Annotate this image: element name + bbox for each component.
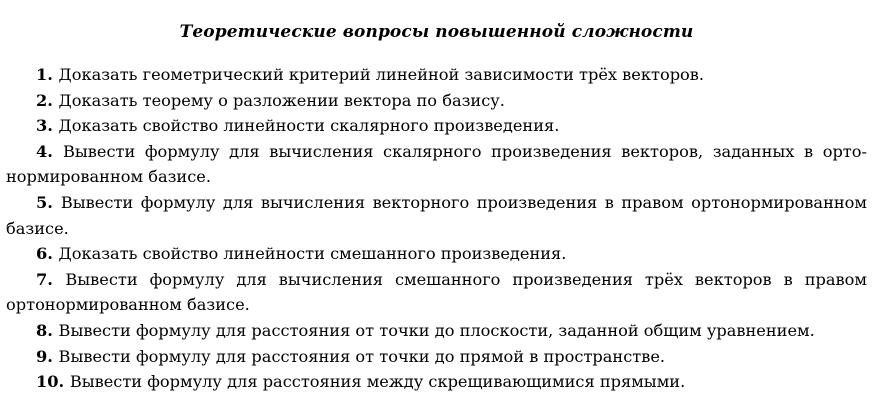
list-item [6, 267, 867, 318]
question-text: Вывести формулу для расстояния от точки до плоскости, заданной общим уравнением. [58, 320, 815, 340]
question-number: 5. [36, 192, 53, 212]
question-number: 9. [36, 346, 53, 366]
list-item [6, 241, 867, 267]
list-item [6, 344, 867, 370]
question-text: Доказать свойство линейности смешанного произведения. [58, 244, 567, 264]
question-text: Вывести формулу для вычисления смешанного произведения трёх векторов в правом ортонормированном базисе. [6, 269, 867, 315]
page-title: Теоретические вопросы повышенной сложности [179, 22, 694, 42]
list-item [6, 62, 867, 88]
list-item [6, 318, 867, 344]
list-item [6, 190, 867, 241]
question-number: 1. [36, 65, 53, 84]
question-number: 6. [36, 244, 53, 264]
question-number: 2. [36, 90, 53, 110]
question-text: Вывести формулу для расстояния от точки до прямой в пространстве. [58, 346, 666, 366]
question-number: 8. [36, 320, 53, 340]
list-item [6, 88, 867, 114]
question-text: Вывести формулу для вычисления векторного произведения в правом ортонормированном базисе. [6, 192, 867, 238]
question-number: 4. [36, 141, 53, 161]
list-item [6, 113, 867, 139]
list-item [6, 369, 867, 395]
question-number: 3. [36, 116, 53, 136]
question-text: Доказать геометрический критерий линейной зависимости трёх векторов. [58, 65, 705, 84]
question-text: Вывести формулу для расстояния между скрещивающимися прямыми. [69, 372, 686, 392]
question-list [6, 62, 867, 395]
question-text: Доказать теорему о разложении вектора по базису. [58, 90, 505, 110]
question-text: Вывести формулу для вычисления скалярного произведения векторов, заданных в ортонормированном базисе. [6, 141, 867, 187]
question-number: 10. [36, 372, 65, 392]
question-text: Доказать свойство линейности скалярного произведения. [58, 116, 560, 136]
list-item [6, 139, 867, 190]
question-number: 7. [36, 269, 53, 289]
